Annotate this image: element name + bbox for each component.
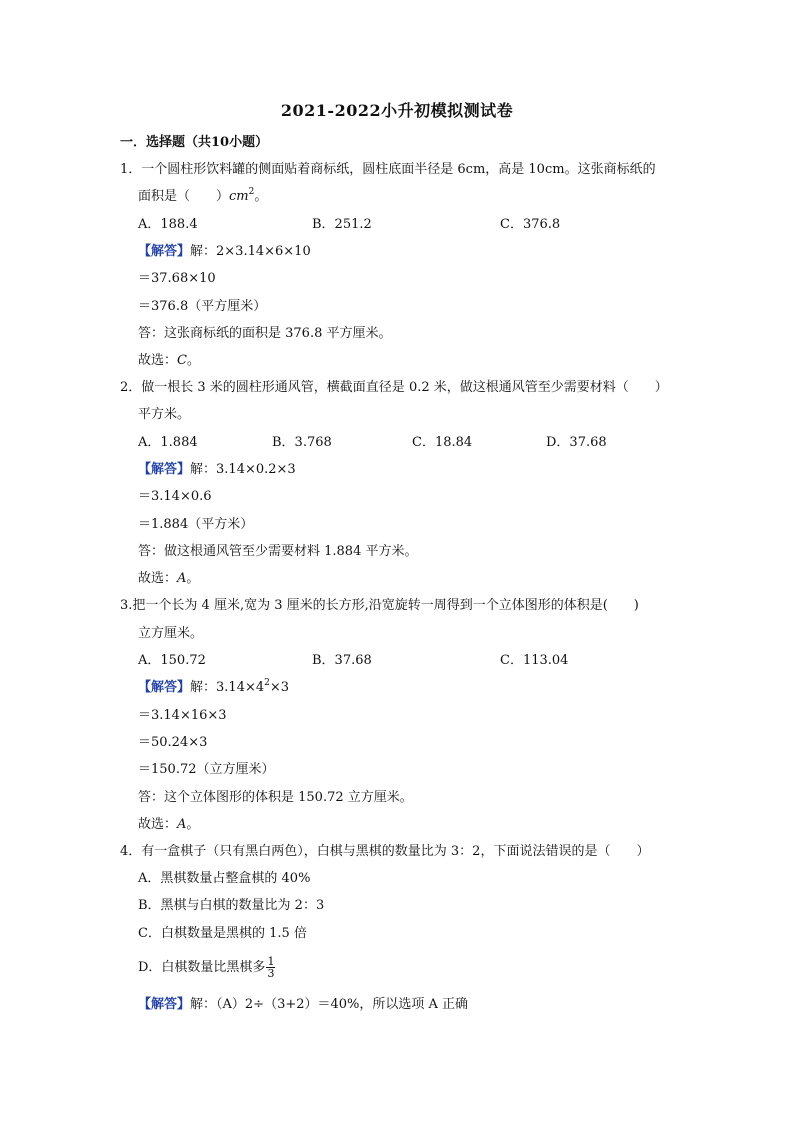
question-1-choice: 故选：C。: [138, 353, 200, 368]
question-1-calc-2: ＝376.8（平方厘米）: [138, 299, 267, 314]
question-3-option-a: A．150.72: [138, 653, 206, 668]
question-4-solution: 【解答】解：（A）2÷（3+2）＝40%，所以选项 A 正确: [138, 997, 469, 1012]
question-3-answer: 答：这个立体图形的体积是 150.72 立方厘米。: [138, 790, 413, 805]
question-3-calc-2: ＝50.24×3: [138, 735, 208, 750]
question-2-answer: 答：做这根通风管至少需要材料 1.884 平方米。: [138, 544, 418, 559]
solution-tag: 【解答】: [138, 244, 191, 259]
question-3-solution: 【解答】解：$3.14\times 4^2\times 3$: [138, 678, 290, 695]
question-3-text: 3.把一个长为 4 厘米,宽为 3 厘米的长方形,沿宽旋转一周得到一个立体图形的体积是( ): [120, 598, 639, 613]
question-2-text: 2．做一根长 3 米的圆柱形通风管，横截面直径是 0.2 米，做这根通风管至少需要材料（ ）: [120, 380, 668, 395]
question-2-option-b: B．3.768: [272, 435, 332, 450]
question-1-option-b: B．251.2: [312, 217, 372, 232]
page-title: 2021-2022小升初模拟测试卷: [280, 101, 514, 120]
solution-tag: 【解答】: [138, 680, 191, 695]
question-3-text-cont: 立方厘米。: [138, 626, 204, 641]
question-4-option-a: A．黑棋数量占整盒棋的 40%: [138, 871, 311, 886]
question-4-option-d: D．白棋数量比黑棋多 $\frac{1}{3}$: [138, 955, 275, 980]
question-2-option-c: C．18.84: [412, 435, 473, 450]
question-1-option-c: C．376.8: [500, 217, 561, 232]
question-4-option-b: B．黑棋与白棋的数量比为 2：3: [138, 898, 325, 913]
question-3-calc-3: ＝150.72（立方厘米）: [138, 762, 275, 777]
section-heading: 一．选择题（共10小题）: [120, 135, 269, 150]
question-3-option-c: C．113.04: [500, 653, 569, 668]
question-1-calc-1: ＝37.68×10: [138, 271, 216, 286]
question-2-calc-2: ＝1.884（平方米）: [138, 517, 254, 532]
question-2-choice: 故选：A。: [138, 571, 200, 586]
question-4-option-c: C．白棋数量是黑棋的 1.5 倍: [138, 926, 307, 941]
question-2-solution: 【解答】解：3.14×0.2×3: [138, 462, 296, 477]
question-3-option-b: B．37.68: [312, 653, 372, 668]
question-2-option-d: D．37.68: [546, 435, 607, 450]
question-4-text: 4．有一盒棋子（只有黑白两色），白棋与黑棋的数量比为 3：2，下面说法错误的是（ ）: [120, 844, 650, 859]
question-2-option-a: A．1.884: [138, 435, 198, 450]
question-2-text-cont: 平方米。: [138, 407, 191, 422]
question-1-answer: 答：这张商标纸的面积是 376.8 平方厘米。: [138, 326, 392, 341]
question-1-text-cont: 面积是（ ）$cm^2$。: [138, 187, 268, 204]
question-3-choice: 故选：A。: [138, 817, 200, 832]
question-3-calc-1: ＝3.14×16×3: [138, 708, 227, 723]
fraction: $\frac{1}{3}$: [267, 955, 275, 980]
question-2-calc-1: ＝3.14×0.6: [138, 489, 212, 504]
question-1-text: 1．一个圆柱形饮料罐的侧面贴着商标纸，圆柱底面半径是 6cm，高是 10cm。这张商标纸的: [120, 162, 656, 177]
question-1-option-a: A．188.4: [138, 217, 198, 232]
solution-tag: 【解答】: [138, 997, 191, 1012]
question-1-solution: 【解答】解：2×3.14×6×10: [138, 244, 311, 259]
solution-tag: 【解答】: [138, 462, 191, 477]
